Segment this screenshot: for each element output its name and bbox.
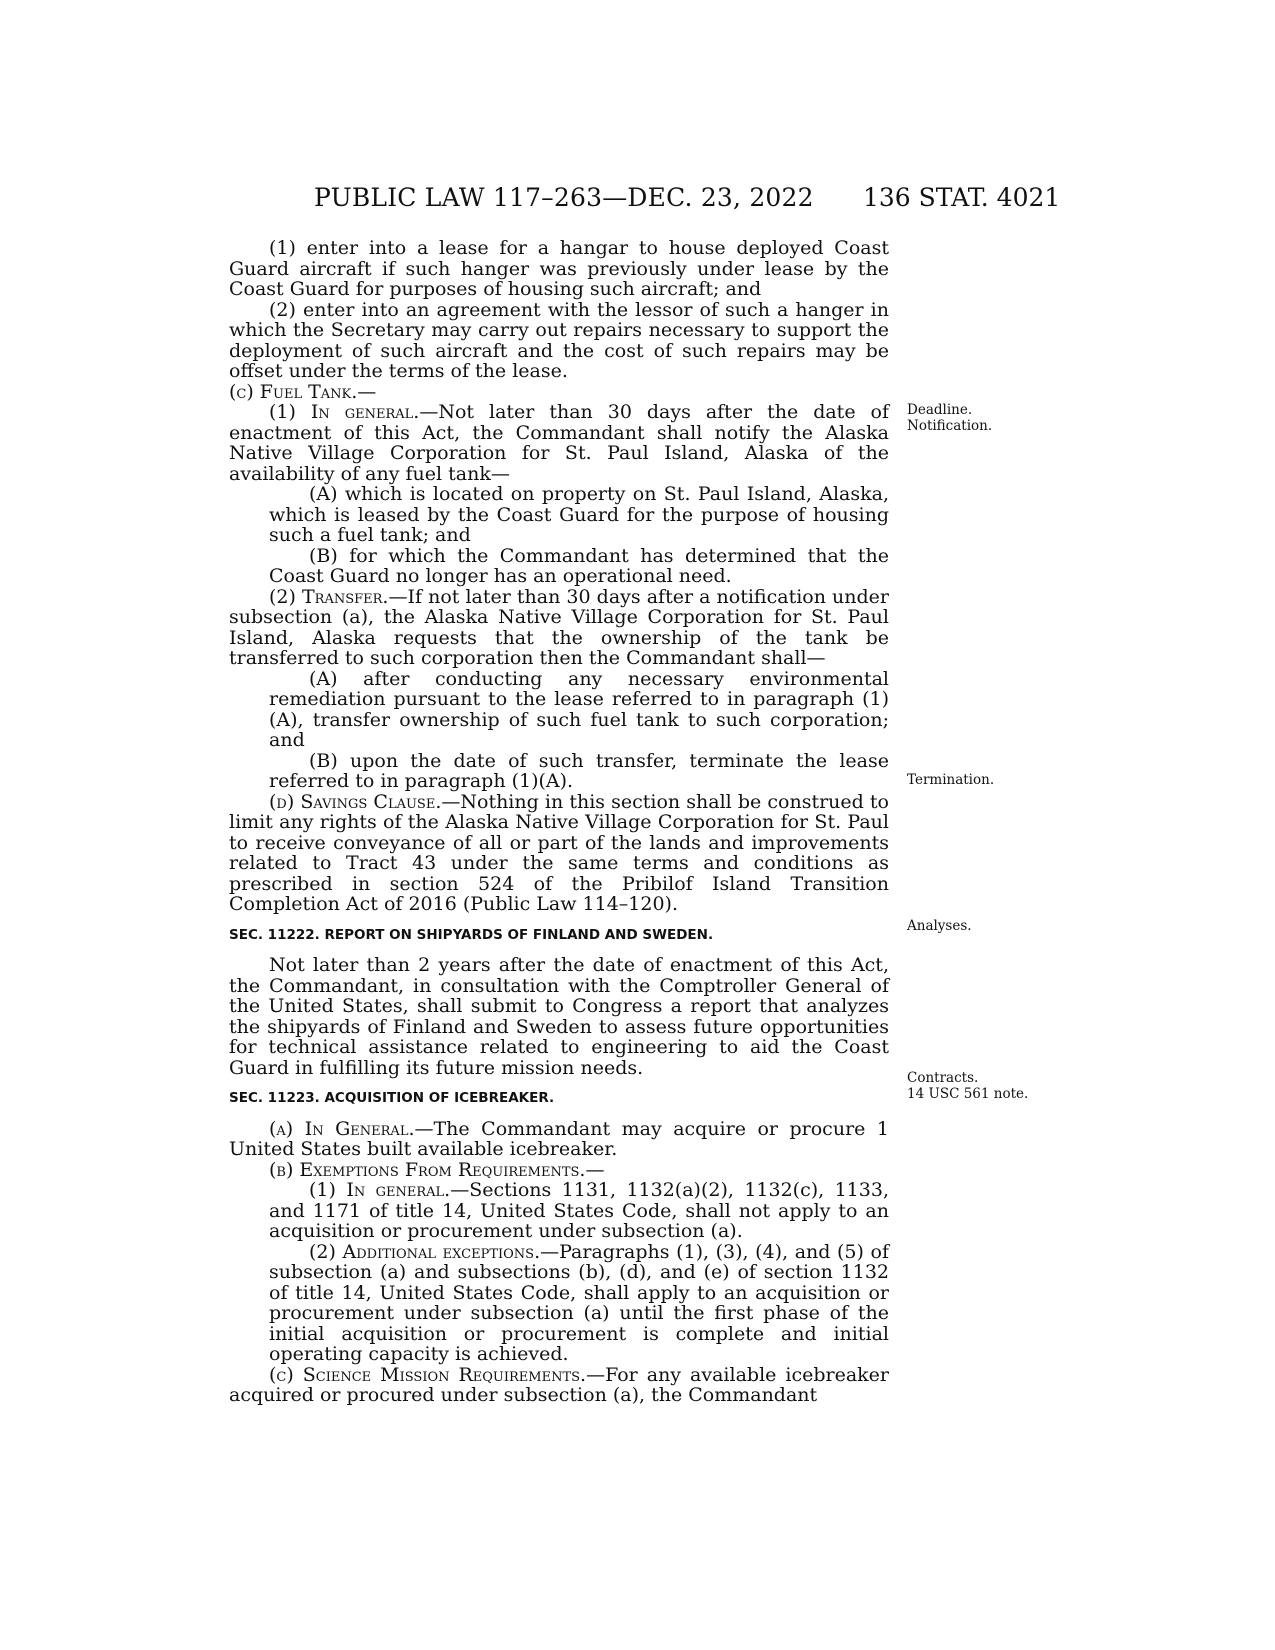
side-note-contracts: Contracts. xyxy=(907,1070,979,1086)
paragraph-b1-text: Sections 1131, 1132(a)(2), 1132(c), 1133, and 1171 of title 14, United States Code, shall not apply to an acquisition or procurement under subsection (a). xyxy=(269,1179,889,1242)
section-11222-heading: SEC. 11222. REPORT ON SHIPYARDS OF FINLAND AND SWEDEN. xyxy=(229,926,714,943)
running-header-law: PUBLIC LAW 117–263—DEC. 23, 2022 xyxy=(314,183,814,212)
subsection-d-text: Nothing in this section shall be construed to limit any rights of the Alaska Native Village Corporation for St. Paul to receive conveyance of all or part of the lands and improvements related to Tract 43 under the same terms and conditions as prescribed in section 524 of the Pribilof Island Transition Completion Act of 2016 (Public Law 114–120). xyxy=(229,790,889,915)
subsection-c-title: (c) Fuel Tank.— xyxy=(229,380,377,403)
subparagraph-c2A: (A) after conducting any necessary environmental remediation pursuant to the lease referred to in paragraph (1)(A), transfer ownership of such fuel tank to such corporation; and xyxy=(269,667,889,751)
subsection-d-heading: (d) Savings Clause.— xyxy=(269,790,461,813)
subsection-c-science xyxy=(229,1365,889,1406)
subsection-c-science-text: For any available icebreaker acquired or procured under subsection (a), the Commandant xyxy=(229,1363,889,1406)
paragraph-b2-text: Paragraphs (1), (3), (4), and (5) of subsection (a) and subsections (b), (d), and (e) of section 1132 of title 14, United States Code, shall apply to an acquisition or procurement under subsection (a) until the first phase of the initial acquisition or procurement is complete and initial operating capacity is achieved. xyxy=(269,1240,889,1365)
subsection-b-title: (b) Exemptions From Requirements.— xyxy=(269,1158,605,1181)
subsection-d xyxy=(229,792,889,915)
paragraph-b2-exception xyxy=(229,1242,889,1365)
paragraph-c2-text: If not later than 30 days after a notification under subsection (a), the Alaska Native Village Corporation for St. Paul Island, Alaska requests that the ownership of the tank be transferred to such corporation then the Commandant shall— xyxy=(229,585,889,669)
side-note-usc: 14 USC 561 note. xyxy=(907,1086,1029,1102)
body-text xyxy=(229,238,889,1406)
paragraph-c2-heading: (2) Transfer.— xyxy=(269,585,408,608)
subparagraph-c2B: (B) upon the date of such transfer, terminate the lease referred to in paragraph (1)(A). xyxy=(269,749,889,792)
subsection-c-science-heading: (c) Science Mission Requirements.— xyxy=(269,1363,606,1386)
side-note-analyses: Analyses. xyxy=(907,918,972,934)
subparagraph-c1B: (B) for which the Commandant has determined that the Coast Guard no longer has an operational need. xyxy=(269,544,889,587)
side-note-notification: Notification. xyxy=(907,418,993,434)
subsection-c-heading xyxy=(229,382,889,403)
paragraph-c1 xyxy=(229,402,889,484)
paragraph-b2: (2) enter into an agreement with the lessor of such a hanger in which the Secretary may carry out repairs necessary to support the deployment of such aircraft and the cost of such repairs may be offset under the terms of the lease. xyxy=(229,298,889,382)
paragraph-c1-text: Not later than 30 days after the date of enactment of this Act, the Commandant shall notify the Alaska Native Village Corporation for St. Paul Island, Alaska of the availability of any fuel tank— xyxy=(229,401,890,485)
side-note-deadline: Deadline. xyxy=(907,402,973,418)
paragraph-b1-exemption xyxy=(229,1180,889,1242)
paragraph-c1-heading: (1) In general.— xyxy=(269,401,439,423)
subparagraph-c1A: (A) which is located on property on St. Paul Island, Alaska, which is leased by the Coast Guard for the purpose of housing such a fuel tank; and xyxy=(269,483,889,546)
paragraph-b1: (1) enter into a lease for a hangar to house deployed Coast Guard aircraft if such hanger was previously under lease by the Coast Guard for purposes of housing such aircraft; and xyxy=(229,237,889,300)
side-note-termination: Termination. xyxy=(907,772,995,788)
subsection-a-text: The Commandant may acquire or procure 1 United States built available icebreaker. xyxy=(229,1117,889,1160)
paragraph-b2-heading: (2) Additional exceptions.— xyxy=(309,1240,560,1263)
subsection-a xyxy=(229,1119,889,1160)
paragraph-c2 xyxy=(229,587,889,669)
paragraph-b1-heading: (1) In general.— xyxy=(309,1179,470,1201)
subsection-b-heading xyxy=(229,1160,889,1181)
section-11222-text: Not later than 2 years after the date of enactment of this Act, the Commandant, in consultation with the Comptroller General of the United States, shall submit to Congress a report that analyzes the shipyards of Finland and Sweden to assess future opportunities for technical assistance related to engineering to aid the Coast Guard in fulfilling its future mission needs. xyxy=(229,954,889,1079)
running-header-page-number: 136 STAT. 4021 xyxy=(863,183,1061,212)
section-11223-heading: SEC. 11223. ACQUISITION OF ICEBREAKER. xyxy=(229,1090,555,1106)
subsection-a-heading: (a) In General.— xyxy=(269,1117,434,1140)
